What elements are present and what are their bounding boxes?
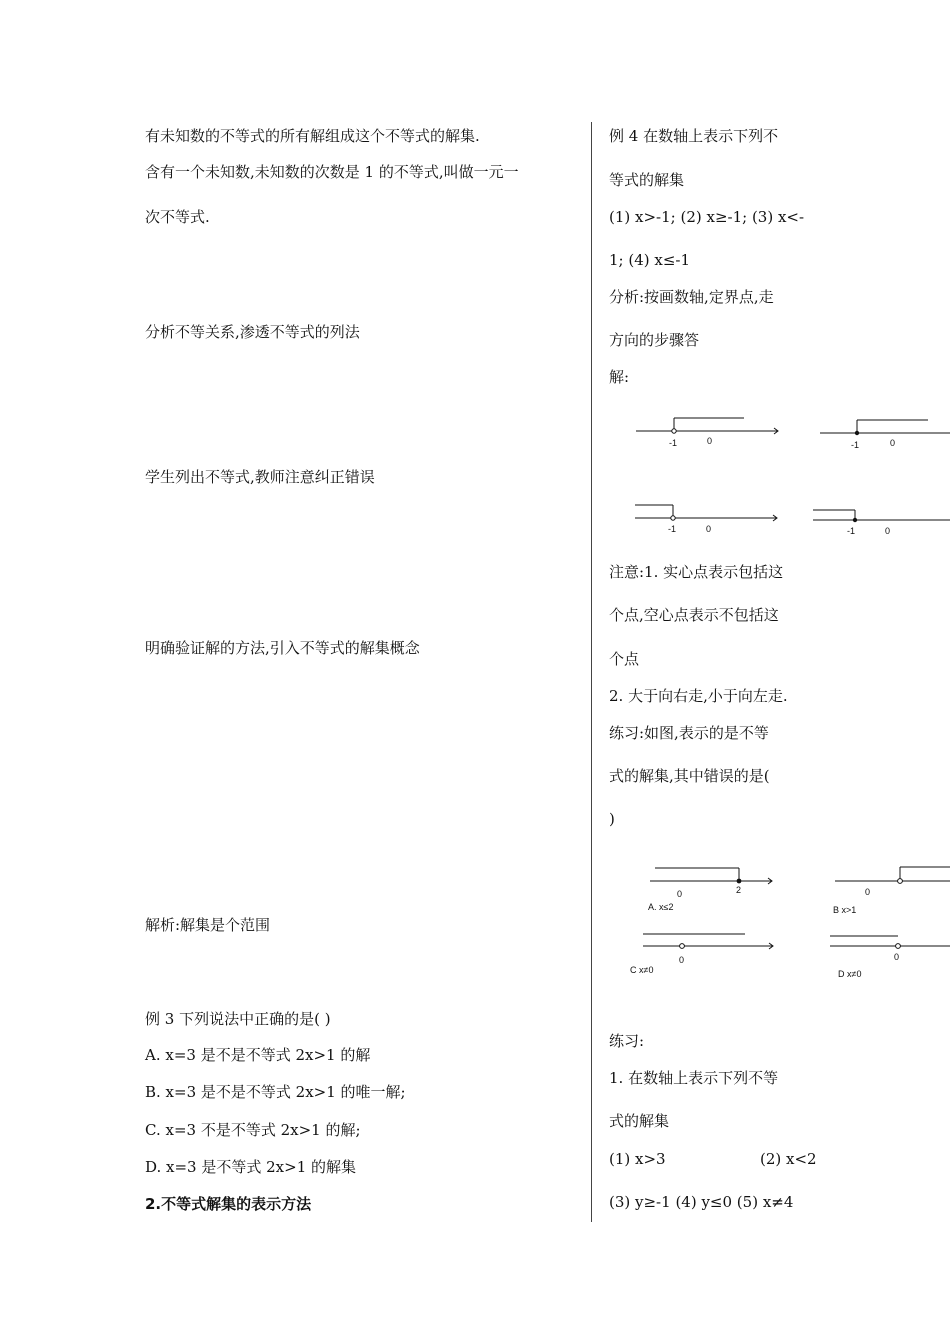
option-b-caption: B x>1: [833, 905, 857, 915]
tick-label-zero: 0: [679, 955, 685, 965]
definition-linear-inequality-line1: 含有一个未知数,未知数的次数是 1 的不等式,叫做一元一: [145, 163, 519, 181]
example3-option-a: A. x=3 是不是不等式 2x>1 的解: [145, 1046, 371, 1064]
tick-label-two: 2: [736, 885, 742, 895]
practice-line2: 式的解集,其中错误的是(: [609, 767, 770, 785]
tick-label-zero: 0: [677, 889, 683, 899]
option-c-caption: C x≠0: [630, 965, 654, 975]
exercise-items-3-5: (3) y≥-1 (4) y≤0 (5) x≠4: [609, 1193, 794, 1211]
practice-line1: 练习:如图,表示的是不等: [609, 724, 769, 742]
analysis-line2: 方向的步骤答: [609, 331, 700, 349]
option-d-caption: D x≠0: [838, 969, 862, 979]
tick-label-neg1: -1: [851, 440, 860, 450]
note-line3: 个点: [609, 650, 640, 668]
definition-solution-set: 有未知数的不等式的所有解组成这个不等式的解集.: [145, 127, 480, 145]
note-line2: 个点,空心点表示不包括这: [609, 606, 779, 624]
tick-label-zero: 0: [885, 526, 891, 536]
option-b-number-line: [830, 863, 950, 918]
option-d-number-line: [830, 930, 950, 980]
tick-label-zero: 0: [707, 436, 713, 446]
solution-label: 解:: [609, 368, 630, 386]
option-a-caption: A. x≤2: [648, 902, 674, 912]
example4-line1: 例 4 在数轴上表示下列不: [609, 127, 779, 145]
section-heading: 2.不等式解集的表示方法: [145, 1195, 312, 1213]
example3-option-c: C. x=3 不是不等式 2x>1 的解;: [145, 1121, 361, 1139]
exercise-line1: 1. 在数轴上表示下列不等: [609, 1069, 779, 1087]
tick-label-zero: 0: [894, 952, 900, 962]
practice-line3: ): [609, 810, 615, 828]
teaching-note-3: 明确验证解的方法,引入不等式的解集概念: [145, 639, 420, 657]
tick-label-zero: 0: [706, 524, 712, 534]
number-line-3: [635, 499, 785, 539]
example4-line4: 1; (4) x≤-1: [609, 251, 691, 269]
tick-label-neg1: -1: [847, 526, 856, 536]
teaching-note-2: 学生列出不等式,教师注意纠正错误: [145, 468, 375, 486]
number-line-1: [636, 412, 786, 452]
tick-label-zero: 0: [865, 887, 871, 897]
number-line-4: [813, 502, 950, 542]
teaching-note-1: 分析不等关系,渗透不等式的列法: [145, 323, 360, 341]
example3-option-b: B. x=3 是不是不等式 2x>1 的唯一解;: [145, 1083, 406, 1101]
example3-title: 例 3 下列说法中正确的是( ): [145, 1010, 331, 1028]
column-divider: [591, 122, 592, 1222]
example4-line3: (1) x>-1; (2) x≥-1; (3) x<-: [609, 208, 805, 226]
tick-label-zero: 0: [890, 438, 896, 448]
definition-linear-inequality-line2: 次不等式.: [145, 208, 210, 226]
note-line4: 2. 大于向右走,小于向左走.: [609, 687, 788, 705]
tick-label-neg1: -1: [669, 438, 678, 448]
teaching-note-4: 解析:解集是个范围: [145, 916, 271, 934]
note-line1: 注意:1. 实心点表示包括这: [609, 563, 784, 581]
exercise-title: 练习:: [609, 1032, 645, 1050]
analysis-line1: 分析:按画数轴,定界点,走: [609, 288, 774, 306]
option-a-number-line: [645, 863, 780, 918]
exercise-line2: 式的解集: [609, 1112, 670, 1130]
example4-line2: 等式的解集: [609, 171, 685, 189]
option-c-number-line: [628, 930, 778, 980]
example3-option-d: D. x=3 是不等式 2x>1 的解集: [145, 1158, 357, 1176]
exercise-item-2: (2) x<2: [760, 1150, 817, 1168]
exercise-item-1: (1) x>3: [609, 1150, 666, 1168]
tick-label-neg1: -1: [668, 524, 677, 534]
number-line-2: [820, 412, 950, 452]
